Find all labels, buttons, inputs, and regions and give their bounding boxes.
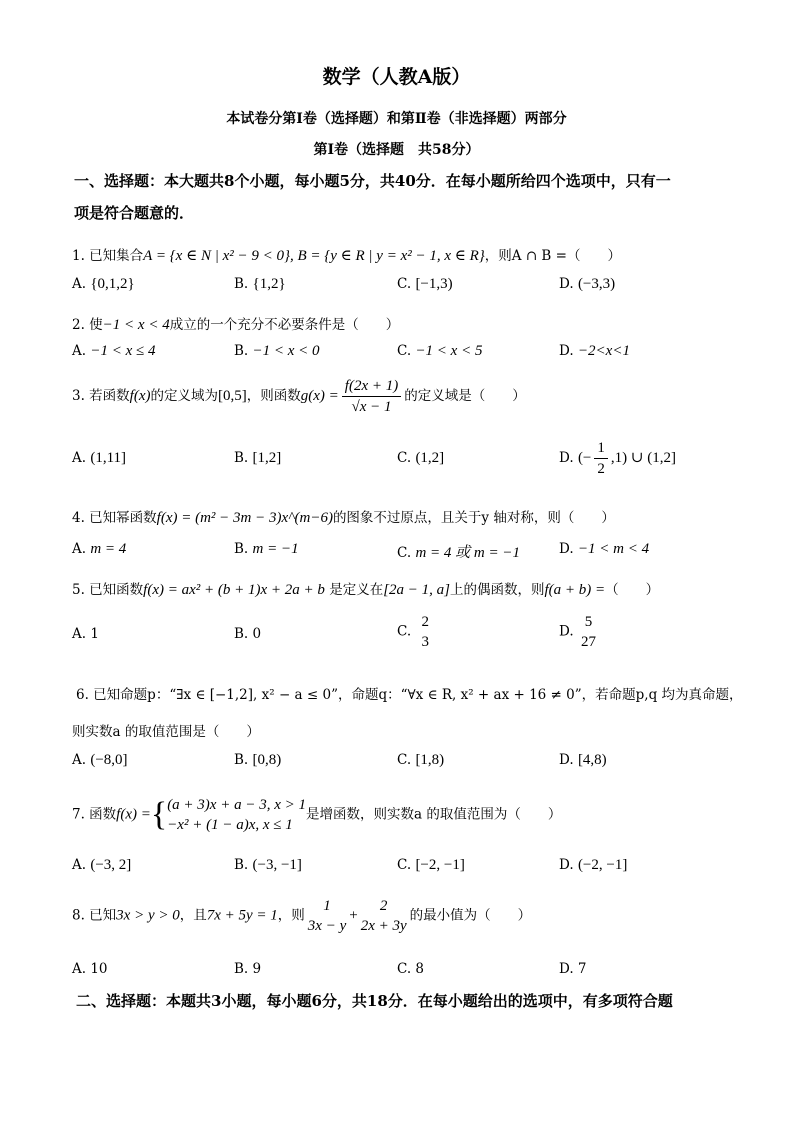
q6-option-d[interactable]: D. [4,8): [559, 752, 607, 768]
q3-option-d[interactable]: D. (− $\frac{1}{2}$ ,1) ∪ (1,2]: [559, 440, 676, 477]
q8-option-d[interactable]: D. 7: [559, 961, 587, 977]
q1-option-b[interactable]: B. {1,2}: [234, 276, 286, 292]
section2-heading: 二、选择题：本题共3小题，每小题6分，共18分．在每小题给出的选项中，有多项符合题: [76, 992, 673, 1010]
q6-option-a[interactable]: A. (−8,0]: [72, 752, 128, 768]
q8-fraction-1: 1 3x − y: [307, 898, 347, 934]
q1-option-d[interactable]: D. (−3,3): [559, 276, 616, 292]
q4-option-b[interactable]: B. m = −1: [234, 541, 299, 557]
q4-option-d[interactable]: D. −1 < m < 4: [559, 541, 650, 557]
q5-option-d[interactable]: D. 5 27: [559, 614, 596, 650]
question-4: 4. 已知幂函数f(x) = (m² − 3m − 3)x^(m−6)的图象不过原点，且关于y 轴对称，则（ ）: [72, 510, 615, 526]
q6-option-b[interactable]: B. [0,8): [234, 752, 282, 768]
question-5: 5. 已知函数f(x) = ax² + (b + 1)x + 2a + b 是定义在[2a − 1, a]上的偶函数，则f(a + b) =（ ）: [72, 582, 660, 598]
question-7: 7. 函数f(x) ={ (a + 3)x + a − 3, x > 1 −x² + (1 − a)x, x ≤ 1 是增函数，则实数a 的取值范围为（ ）: [72, 796, 562, 833]
q1-stem-post: ，则A ∩ B =（ ）: [484, 248, 621, 264]
q3-option-c[interactable]: C. (1,2]: [397, 450, 445, 466]
q7-option-c[interactable]: C. [−2, −1]: [397, 857, 465, 873]
question-6: 6. 已知命题p：“∃x ∈ [−1,2], x² − a ≤ 0”，命题q：“∀x ∈ R, x² + ax + 16 ≠ 0”，若命题p,q 均为真命题，: [76, 687, 743, 703]
question-3: 3. 若函数f(x)的定义域为[0,5]，则函数g(x) = $\frac{f(2x + 1)}{√x - 1}$ 的定义域是（ ）: [72, 378, 526, 415]
section1-heading-cont: 项是符合题意的．: [74, 204, 195, 222]
q1-option-a[interactable]: A. {0,1,2}: [72, 276, 135, 292]
question-6-cont: 则实数a 的取值范围是（ ）: [72, 724, 260, 740]
q4-function: f(x) = (m² − 3m − 3)x^(m−6): [156, 510, 333, 526]
q5-option-b[interactable]: B. 0: [234, 626, 262, 642]
question-2: 2. 使−1 < x < 4成立的一个充分不必要条件是（ ）: [72, 317, 400, 333]
q4-option-c[interactable]: C. m = 4 或 m = −1: [397, 545, 520, 561]
q8-option-b[interactable]: B. 9: [234, 961, 262, 977]
q3-option-a[interactable]: A. (1,11]: [72, 450, 127, 466]
q1-option-c[interactable]: C. [−1,3): [397, 276, 453, 292]
q6-option-c[interactable]: C. [1,8): [397, 752, 445, 768]
q8-option-a[interactable]: A. 10: [72, 961, 108, 977]
q2-option-b[interactable]: B. −1 < x < 0: [234, 343, 320, 359]
part1-title: 第Ⅰ卷（选择题 共58分）: [313, 142, 480, 158]
q3-fraction: $\frac{f(2x + 1)}{√x - 1}$: [342, 376, 401, 417]
subtitle: 本试卷分第Ⅰ卷（选择题）和第Ⅱ卷（非选择题）两部分: [226, 111, 567, 127]
q4-option-a[interactable]: A. m = 4: [72, 541, 127, 557]
q2-option-a[interactable]: A. −1 < x ≤ 4: [72, 343, 156, 359]
q8-fraction-2: 2 2x + 3y: [360, 898, 407, 934]
q2-option-c[interactable]: C. −1 < x < 5: [397, 343, 483, 359]
piecewise-brace: {: [150, 796, 168, 833]
q2-inequality: −1 < x < 4: [102, 317, 170, 333]
q7-cases: (a + 3)x + a − 3, x > 1 −x² + (1 − a)x, x ≤ 1: [167, 797, 306, 833]
q5-option-a[interactable]: A. 1: [72, 626, 99, 642]
question-8: 8. 已知3x > y > 0，且7x + 5y = 1，则 1 3x − y + 2 2x + 3y 的最小值为（ ）: [72, 898, 532, 934]
q1-sets: A = {x ∈ N | x² − 9 < 0}, B = {y ∈ R | y = x² − 1, x ∈ R}: [143, 248, 485, 264]
question-1: [72, 244, 621, 265]
q7-option-a[interactable]: A. (−3, 2]: [72, 857, 132, 873]
q7-option-b[interactable]: B. (−3, −1]: [234, 857, 302, 873]
section1-heading: 一、选择题：本大题共8个小题，每小题5分，共40分．在每小题所给四个选项中，只有一: [74, 172, 671, 190]
q2-option-d[interactable]: D. −2<x<1: [559, 343, 630, 359]
q7-option-d[interactable]: D. (−2, −1]: [559, 857, 628, 873]
page-title: 数学（人教A版）: [322, 66, 471, 88]
q5-option-c[interactable]: C. 2 3: [397, 614, 429, 650]
q3-option-b[interactable]: B. [1,2]: [234, 450, 282, 466]
q1-stem-pre: 1. 已知集合: [72, 248, 144, 264]
q8-option-c[interactable]: C. 8: [397, 961, 425, 977]
